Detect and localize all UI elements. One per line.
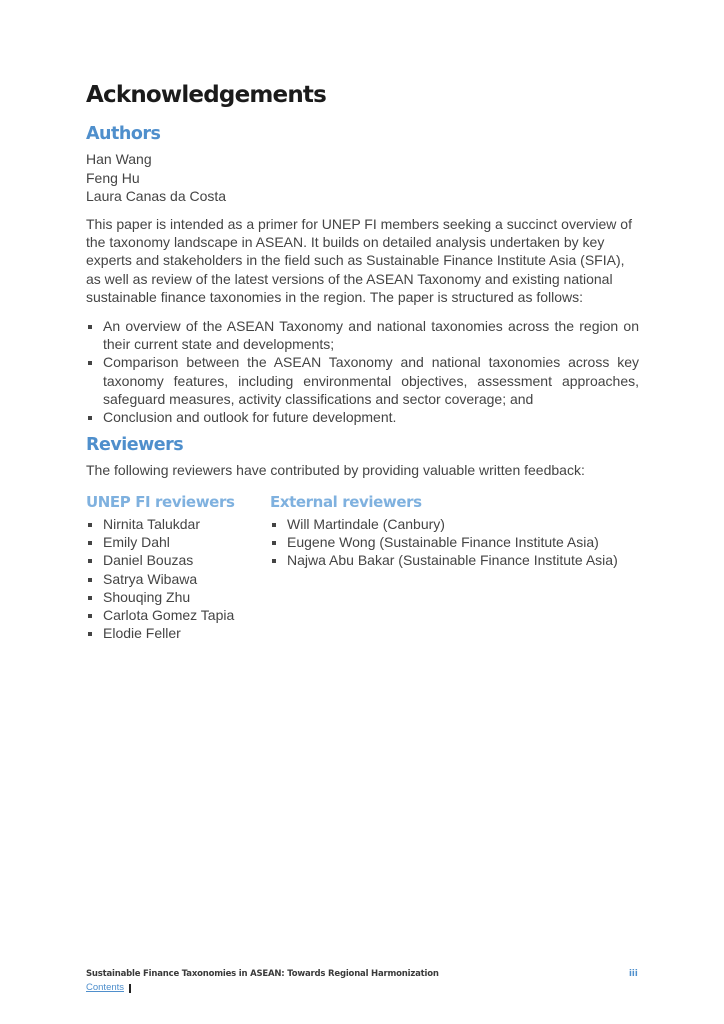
author-name: Feng Hu [86, 169, 140, 186]
footer-document-title: Sustainable Finance Taxonomies in ASEAN: Towards Regional Harmonization [86, 969, 439, 979]
structure-list [86, 317, 639, 426]
reviewer-name: Elodie Feller [86, 624, 266, 642]
structure-item: An overview of the ASEAN Taxonomy and national taxonomies across the region on their current state and developments; [86, 317, 639, 353]
authors-heading: Authors [86, 124, 161, 144]
footer-divider [129, 984, 131, 993]
reviewer-name: Najwa Abu Bakar (Sustainable Finance Institute Asia) [270, 551, 650, 569]
reviewer-name: Shouqing Zhu [86, 588, 266, 606]
reviewer-name: Carlota Gomez Tapia [86, 606, 266, 624]
external-reviewers-heading: External reviewers [270, 493, 422, 511]
unep-reviewers-heading: UNEP FI reviewers [86, 493, 235, 511]
reviewer-name: Will Martindale (Canbury) [270, 515, 650, 533]
author-name: Laura Canas da Costa [86, 188, 227, 204]
page-title: Acknowledgements [86, 82, 326, 108]
intro-paragraph: This paper is intended as a primer for UNEP FI members seeking a succinct overview of the taxonomy landscape in ASEAN. It builds on detailed analysis undertaken by key experts and stakeholders in the field such as Sustainable Finance Institute Asia (SFIA), as well as review of the latest versions of the ASEAN Taxonomy and existing national sustainable finance taxonomies in the region. The paper is structured as follows: [86, 216, 632, 305]
reviewer-name: Satrya Wibawa [86, 570, 266, 588]
structure-item: Conclusion and outlook for future development. [86, 408, 639, 426]
reviewer-name: Nirnita Talukdar [86, 515, 266, 533]
reviewer-name: Eugene Wong (Sustainable Finance Institute Asia) [270, 533, 650, 551]
structure-item: Comparison between the ASEAN Taxonomy and national taxonomies across key taxonomy features, including environmental objectives, assessment approaches, safeguard measures, activity classifications and sector coverage; and [86, 353, 639, 408]
unep-reviewers-column [86, 493, 266, 642]
page-number: iii [629, 969, 638, 979]
external-reviewers-column [270, 493, 650, 570]
reviewer-name: Daniel Bouzas [86, 551, 266, 569]
reviewers-heading: Reviewers [86, 435, 184, 455]
reviewer-name: Emily Dahl [86, 533, 266, 551]
reviewers-intro: The following reviewers have contributed by providing valuable written feedback: [86, 462, 585, 478]
contents-link[interactable]: Contents [86, 982, 125, 993]
authors-list [86, 150, 646, 206]
author-name: Han Wang [86, 151, 152, 167]
